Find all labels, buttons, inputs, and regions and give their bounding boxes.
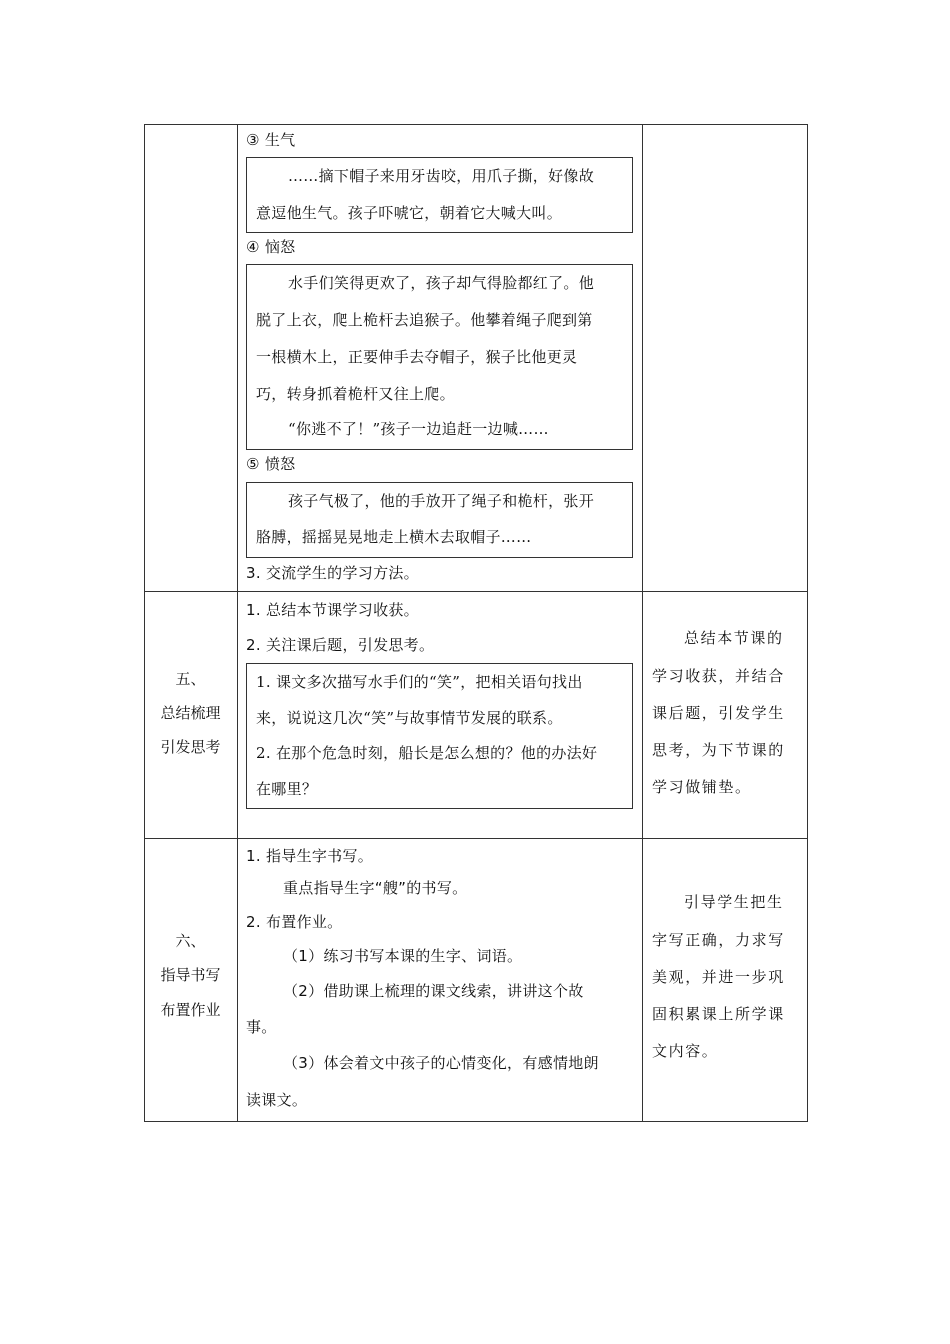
quote-box-3-line-2: 意逗他生气。孩子吓唬它，朝着它大喊大叫。 bbox=[256, 204, 563, 222]
quote-box-4-line-1: 水手们笑得更欢了，孩子却气得脸都红了。他 bbox=[288, 274, 595, 292]
question-box bbox=[246, 663, 633, 809]
section-6-line-5: （2）借助课上梳理的课文线索，讲讲这个故 bbox=[283, 982, 584, 1000]
section-5-note-line-3: 课后题，引发学生 bbox=[652, 704, 785, 722]
section-6-title-1: 指导书写 bbox=[160, 966, 221, 984]
section-6-note-line-1: 引导学生把生 bbox=[684, 893, 784, 911]
quote-box-4-line-4: 巧，转身抓着桅杆又往上爬。 bbox=[256, 385, 455, 403]
quote-box-5 bbox=[246, 482, 633, 558]
quote-box-4-line-3: 一根横木上，正要伸手去夺帽子，猴子比他更灵 bbox=[256, 348, 578, 366]
section-5-number: 五、 bbox=[175, 670, 206, 688]
quote-box-3-line-1: ……摘下帽子来用牙齿咬，用爪子撕，好像故 bbox=[288, 167, 595, 185]
section-6-line-3: 2. 布置作业。 bbox=[246, 913, 343, 931]
section-6-line-2: 重点指导生字“艘”的书写。 bbox=[283, 879, 468, 897]
item-4-title: ④ 恼怒 bbox=[246, 238, 296, 256]
section-5-title-2: 引发思考 bbox=[160, 738, 221, 756]
table-top-border bbox=[144, 124, 808, 125]
section-6-number: 六、 bbox=[175, 932, 206, 950]
section-6-note-line-2: 字写正确，力求写 bbox=[652, 931, 785, 949]
section-5-line-2: 2. 关注课后题，引发思考。 bbox=[246, 636, 435, 654]
quote-box-4-line-5: “你逃不了！”孩子一边追赶一边喊…… bbox=[288, 420, 549, 438]
section-5-note-line-2: 学习收获，并结合 bbox=[652, 667, 785, 685]
quote-box-4-line-2: 脱了上衣，爬上桅杆去追猴子。他攀着绳子爬到第 bbox=[256, 311, 593, 329]
section-5-note-line-5: 学习做铺垫。 bbox=[652, 778, 752, 796]
section-5-note-line-1: 总结本节课的 bbox=[684, 629, 784, 647]
section-6-line-4: （1）练习书写本课的生字、词语。 bbox=[283, 947, 523, 965]
table-right-border bbox=[807, 124, 808, 1122]
column-divider-1 bbox=[237, 124, 238, 1122]
step-3-text: 3. 交流学生的学习方法。 bbox=[246, 564, 419, 582]
question-box-line-1: 1. 课文多次描写水手们的“笑”，把相关语句找出 bbox=[256, 673, 583, 691]
column-divider-2 bbox=[642, 124, 643, 1122]
section-6-note-line-4: 固积累课上所学课 bbox=[652, 1005, 785, 1023]
quote-box-5-line-2: 胳膊，摇摇晃晃地走上横木去取帽子…… bbox=[256, 528, 532, 546]
section-5-note-line-4: 思考，为下节课的 bbox=[652, 741, 785, 759]
row-divider-1 bbox=[144, 591, 808, 592]
item-5-title: ⑤ 愤怒 bbox=[246, 455, 296, 473]
section-5-line-1: 1. 总结本节课学习收获。 bbox=[246, 601, 419, 619]
quote-box-4 bbox=[246, 264, 633, 450]
section-6-line-1: 1. 指导生字书写。 bbox=[246, 847, 374, 865]
section-6-note-line-3: 美观，并进一步巩 bbox=[652, 968, 785, 986]
section-5-title-1: 总结梳理 bbox=[160, 704, 221, 722]
section-6-line-8: 读课文。 bbox=[246, 1091, 308, 1109]
section-6-line-7: （3）体会着文中孩子的心情变化，有感情地朗 bbox=[283, 1054, 599, 1072]
question-box-line-3: 2. 在那个危急时刻，船长是怎么想的？他的办法好 bbox=[256, 744, 598, 762]
quote-box-3 bbox=[246, 157, 633, 233]
quote-box-5-line-1: 孩子气极了，他的手放开了绳子和桅杆，张开 bbox=[288, 492, 595, 510]
section-6-note-line-5: 文内容。 bbox=[652, 1042, 719, 1060]
question-box-line-2: 来，说说这几次“笑”与故事情节发展的联系。 bbox=[256, 709, 563, 727]
question-box-line-4: 在哪里？ bbox=[256, 780, 318, 798]
section-6-title-2: 布置作业 bbox=[160, 1001, 221, 1019]
section-6-line-6: 事。 bbox=[246, 1018, 277, 1036]
row-divider-2 bbox=[144, 838, 808, 839]
item-3-title: ③ 生气 bbox=[246, 131, 296, 149]
table-bottom-border bbox=[144, 1121, 808, 1122]
